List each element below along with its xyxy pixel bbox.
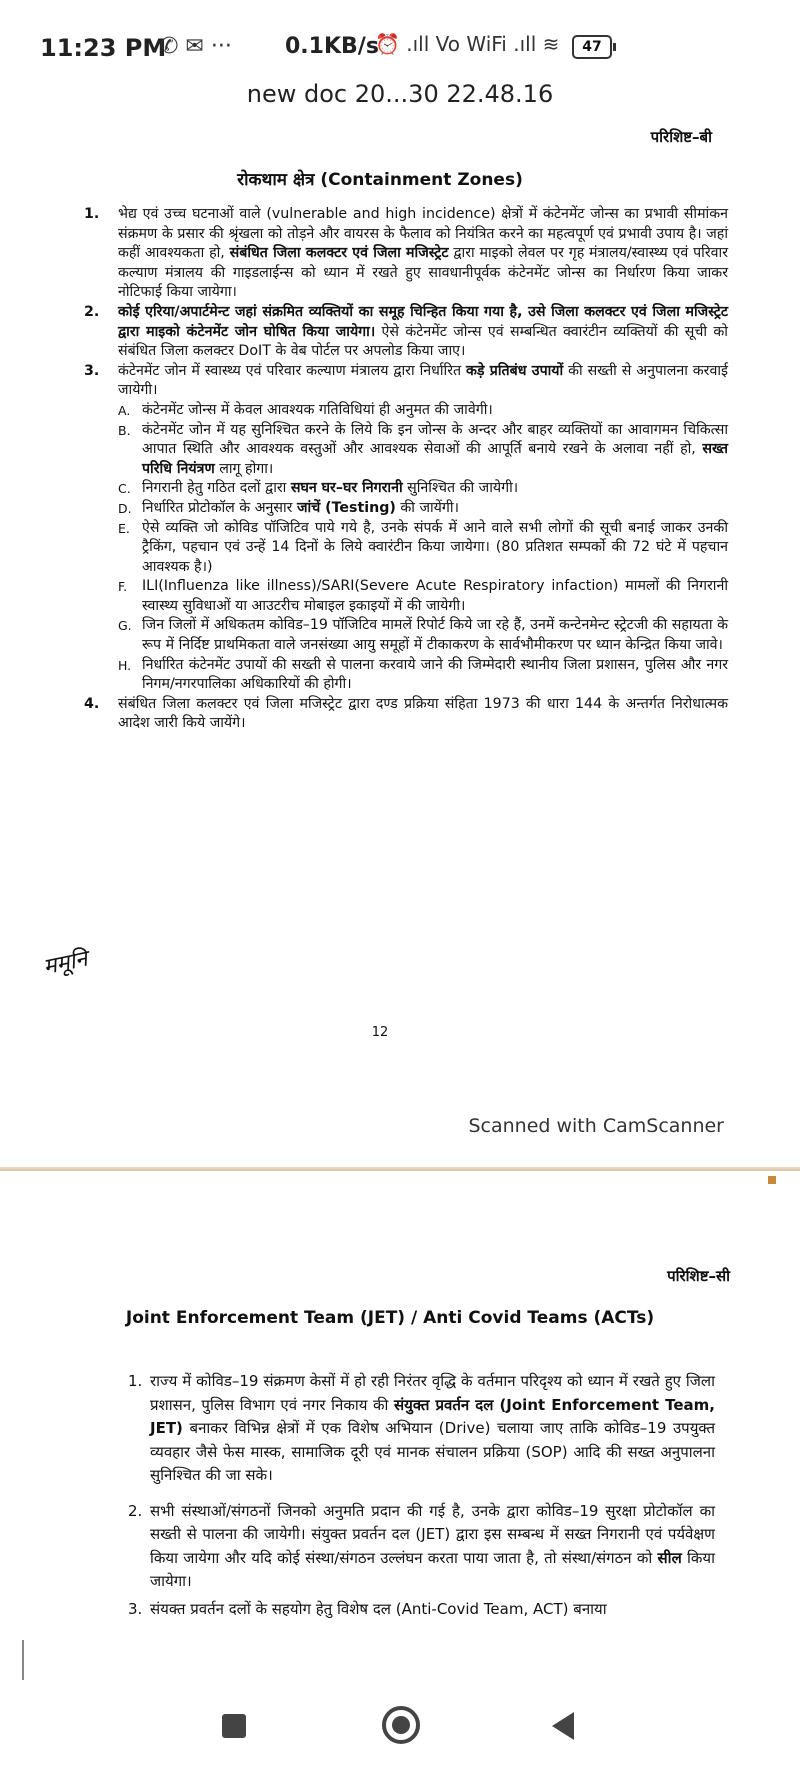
item-bold-text: कोई एरिया/अपार्टमेन्ट जहां संक्रमित व्यक्तियों का समूह चिन्हित किया गया है, उसे जिला कलक्टर एवं जिला मजिस्ट्रेट द्वारा माइको कंटेनमेंट जोन घोषित किया जायेगा। (118, 303, 728, 340)
item-text: किया जायेगा। (150, 1548, 715, 1590)
item-number: 1. (128, 1372, 143, 1390)
item-number: 4. (84, 695, 100, 712)
item-text: संबंधित जिला कलक्टर एवं जिला मजिस्ट्रेट द्वारा दण्ड प्रक्रिया संहिता 1973 की धारा 144 के अन्तर्गत निरोधात्मक आदेश जारी किये जायेंगे। (118, 695, 728, 732)
sub-item-text: कंटेनमेंट जोन्स में केवल आवश्यक गतिविधियां ही अनुमत की जावेगी। (142, 401, 493, 418)
item-text: कंटेनमेंट जोन में स्वास्थ्य एवं परिवार कल्याण मंत्रालय द्वारा निर्धारित (118, 362, 466, 379)
sub-item-text: ILI(Influenza like illness)/SARI(Severe Acute Respiratory infaction) मामलों की निगरानी स्वास्थ्य सुविधाओं या आउटरीच मोबाइल इकाइयों में की जायेगी। (142, 578, 728, 614)
sub-item-text: जिन जिलों में अधिकतम कोविड–19 पॉजिटिव मामलें रिपोर्ट किये जा रहे हैं, उनमें कन्टेनमेन्ट स्ट्रेटजी की सहायता के रूप में निर्दिष्ट प्राथमिकता वाले जनसंख्या आयु समूहों में टीकाकरण के सार्वभौमीकरण पर ध्यान केन्द्रित किया जावे। (142, 617, 728, 654)
document-page-1 (40, 115, 728, 1140)
sub-item (118, 479, 728, 499)
sub-item-text: निर्धारित कंटेनमेंट उपायों की सख्ती से पालना करवाये जाने की जिम्मेदारी स्थानीय जिला प्रशासन, पुलिस और नगर निगम/नगरपालिका अधिकारियों की होगी। (142, 656, 728, 693)
item-number: 3. (128, 1599, 143, 1618)
status-bar (0, 0, 800, 64)
section-heading: Joint Enforcement Team (JET) / Anti Covid Teams (ACTs) (125, 1308, 655, 1328)
item-text: सभी संस्थाओं/संगठनों जिनको अनुमति प्रदान की गई है, उनके द्वारा कोविड–19 सुरक्षा प्रोटोकॉल का सख्ती से पालना की जायेगी। संयुक्त प्रवर्तन दल (JET) द्वारा इस सम्बन्ध में सख्त निगरानी एवं पर्यवेक्षण किया जायेगा और यदि कोई संस्था/संगठन उल्लंघन करता पाया जाता है, तो संस्था/संगठन को (150, 1501, 715, 1567)
sub-item-bold-text: सख्त परिधि नियंत्रण (142, 441, 728, 477)
section-heading: रोकथाम क्षेत्र (Containment Zones) (237, 170, 523, 190)
annex-label: परिशिष्ट–सी (667, 1267, 730, 1285)
sub-item (118, 421, 728, 480)
sub-item-label: A. (118, 402, 131, 418)
item-text: राज्य में कोविड–19 संक्रमण केसों में हो रही निरंतर वृद्धि के वर्तमान परिदृश्य को ध्यान में रखते हुए जिला प्रशासन, पुलिस विभाग एवं नगर निकाय की (150, 1372, 715, 1414)
sub-item (118, 616, 728, 655)
sub-item-text: ऐसे व्यक्ति जो कोविड पॉजिटिव पाये गये है, उनके संपर्क में आने वाले सभी लोगों की सूची बनाई जाकर उनकी ट्रैकिंग, पहचान एवं उन्हें 14 दिनों के लिये क्वारंटीन किया जायेगा। (80 प्रतिशत सम्पर्को की 72 घंटे में पहचान आवश्यक है।) (142, 519, 728, 575)
page2-body (128, 1370, 715, 1621)
list-item (128, 1500, 715, 1594)
item-text: भेद्य एवं उच्च घटनाओं वाले (vulnerable and high incidence) क्षेत्रों में कंटेनमेंट जोन्स का प्रभावी सीमांकन संक्रमण के प्रसार की श्रृंखला को तोड़ने और वायरस के फैलाव को नियंत्रित करने का महत्वपूर्ण एवं प्रभावी उपाय है। जहां कहीं आवश्यकता हो, (118, 206, 728, 262)
handwritten-signature: ममूनि (41, 946, 90, 981)
page-edge-line (22, 1640, 24, 1680)
home-icon[interactable] (382, 1706, 420, 1744)
item-bold-text: सील (657, 1548, 682, 1567)
sub-item (118, 656, 728, 695)
status-time: 11:23 PM (40, 34, 167, 62)
sub-item-text: निगरानी हेतु गठित दलों द्वारा (142, 480, 291, 497)
sub-item-bold-text: जांचें (Testing) (297, 499, 396, 516)
sub-item-label: H. (118, 657, 132, 673)
sub-item-label: D. (118, 500, 132, 516)
list-item (84, 205, 728, 303)
sub-item (118, 401, 728, 421)
item-bold-text: संबंधित जिला कलक्टर एवं जिला मजिस्ट्रेट (229, 245, 449, 262)
page-number: 12 (371, 1025, 389, 1040)
sub-item-label: G. (118, 618, 132, 634)
sub-item-text: कंटेनमेंट जोन में यह सुनिश्चित करने के लिये कि इन जोन्स के अन्दर और बाहर व्यक्तियों का आवागमन चिकित्सा आपात स्थिति और आवश्यक वस्तुओं और आवश्यक सेवाओं की आपूर्ति बनाये रखने के अलावा नहीं हो, (142, 421, 728, 458)
back-icon[interactable] (552, 1712, 574, 1740)
battery-icon: 47 (572, 35, 612, 59)
item-number: 3. (84, 362, 100, 379)
sub-item-label: F. (118, 579, 128, 595)
sub-item-label: C. (118, 481, 131, 497)
document-title: new doc 20...30 22.48.16 (246, 80, 554, 108)
list-item (84, 695, 728, 734)
sub-item (118, 499, 728, 519)
page-corner-mark (768, 1176, 776, 1184)
sub-item-label: E. (118, 520, 130, 536)
sub-item-text: लागू होगा। (214, 460, 274, 477)
item-number: 2. (128, 1501, 143, 1520)
item-bold-text: संयुक्त प्रवर्तन दल (Joint Enforcement Team, JET) (150, 1395, 715, 1437)
page-divider (0, 1167, 800, 1171)
annex-label: परिशिष्ट–बी (650, 128, 712, 146)
sub-item-text: की जायेंगी। (395, 499, 459, 516)
item-text: द्वारा माइको लेवल पर गृह मंत्रालय/स्वास्थ्य एवं परिवार कल्याण मंत्रालय की गाइडलाईन्स को ध्यान में रखते हुए सावधानीपूर्वक कंटेनमेंट जोन्स का निर्धारण किया जाकर नोटिफाई किया जायेगा। (118, 245, 728, 301)
sub-item-text: सुनिश्चित की जायेगी। (402, 480, 519, 497)
notification-icons: ✆ ✉ ··· (160, 34, 232, 59)
sub-item-bold-text: सघन घर–घर निगरानी (290, 480, 403, 497)
sub-item-text: निर्धारित प्रोटोकॉल के अनुसार (142, 499, 297, 516)
sub-item-label: B. (118, 422, 131, 438)
sub-item (118, 519, 728, 578)
recents-icon[interactable] (222, 1714, 246, 1738)
page1-body (84, 205, 728, 734)
sub-item (118, 577, 728, 616)
item-text: बनाकर विभिन्न क्षेत्रों में एक विशेष अभियान (Drive) चलाया जाए ताकि कोविड–19 उपयुक्त व्यवहार जैसे फेस मास्क, सामाजिक दूरी एवं मानक संचालन प्रक्रिया (SOP) आदि की सख्त अनुपालना सुनिश्चित की जा सके। (150, 1419, 715, 1484)
item-text: संयक्त प्रवर्तन दलों के सहयोग हेतु विशेष दल (Anti-Covid Team, ACT) बनाया (150, 1599, 607, 1618)
network-speed: 0.1KB/s (285, 34, 379, 59)
item-text: ऐसे कंटेनमेंट जोन्स एवं सम्बन्धित क्वारंटीन व्यक्तियों की सूची को संबंधित जिला कलक्टर DoIT के वेब पोर्टल पर अपलोड किया जाए। (118, 323, 728, 360)
item-bold-text: कड़े प्रतिबंध उपायों (465, 362, 564, 379)
list-item (84, 362, 728, 401)
list-item (128, 1598, 715, 1622)
item-number: 1. (84, 206, 100, 222)
list-item (84, 303, 728, 362)
signal-wifi-icons: ⏰ .ıll Vo WiFi .ıll ≋ (375, 32, 560, 56)
item-text: की सख्ती से अनुपालना करवाई जायेगी। (118, 362, 728, 399)
system-nav-bar (0, 1680, 800, 1777)
document-page-2 (40, 1230, 740, 1690)
camscanner-watermark: Scanned with CamScanner (468, 1115, 724, 1137)
list-item (128, 1370, 715, 1488)
item-number: 2. (84, 303, 100, 320)
